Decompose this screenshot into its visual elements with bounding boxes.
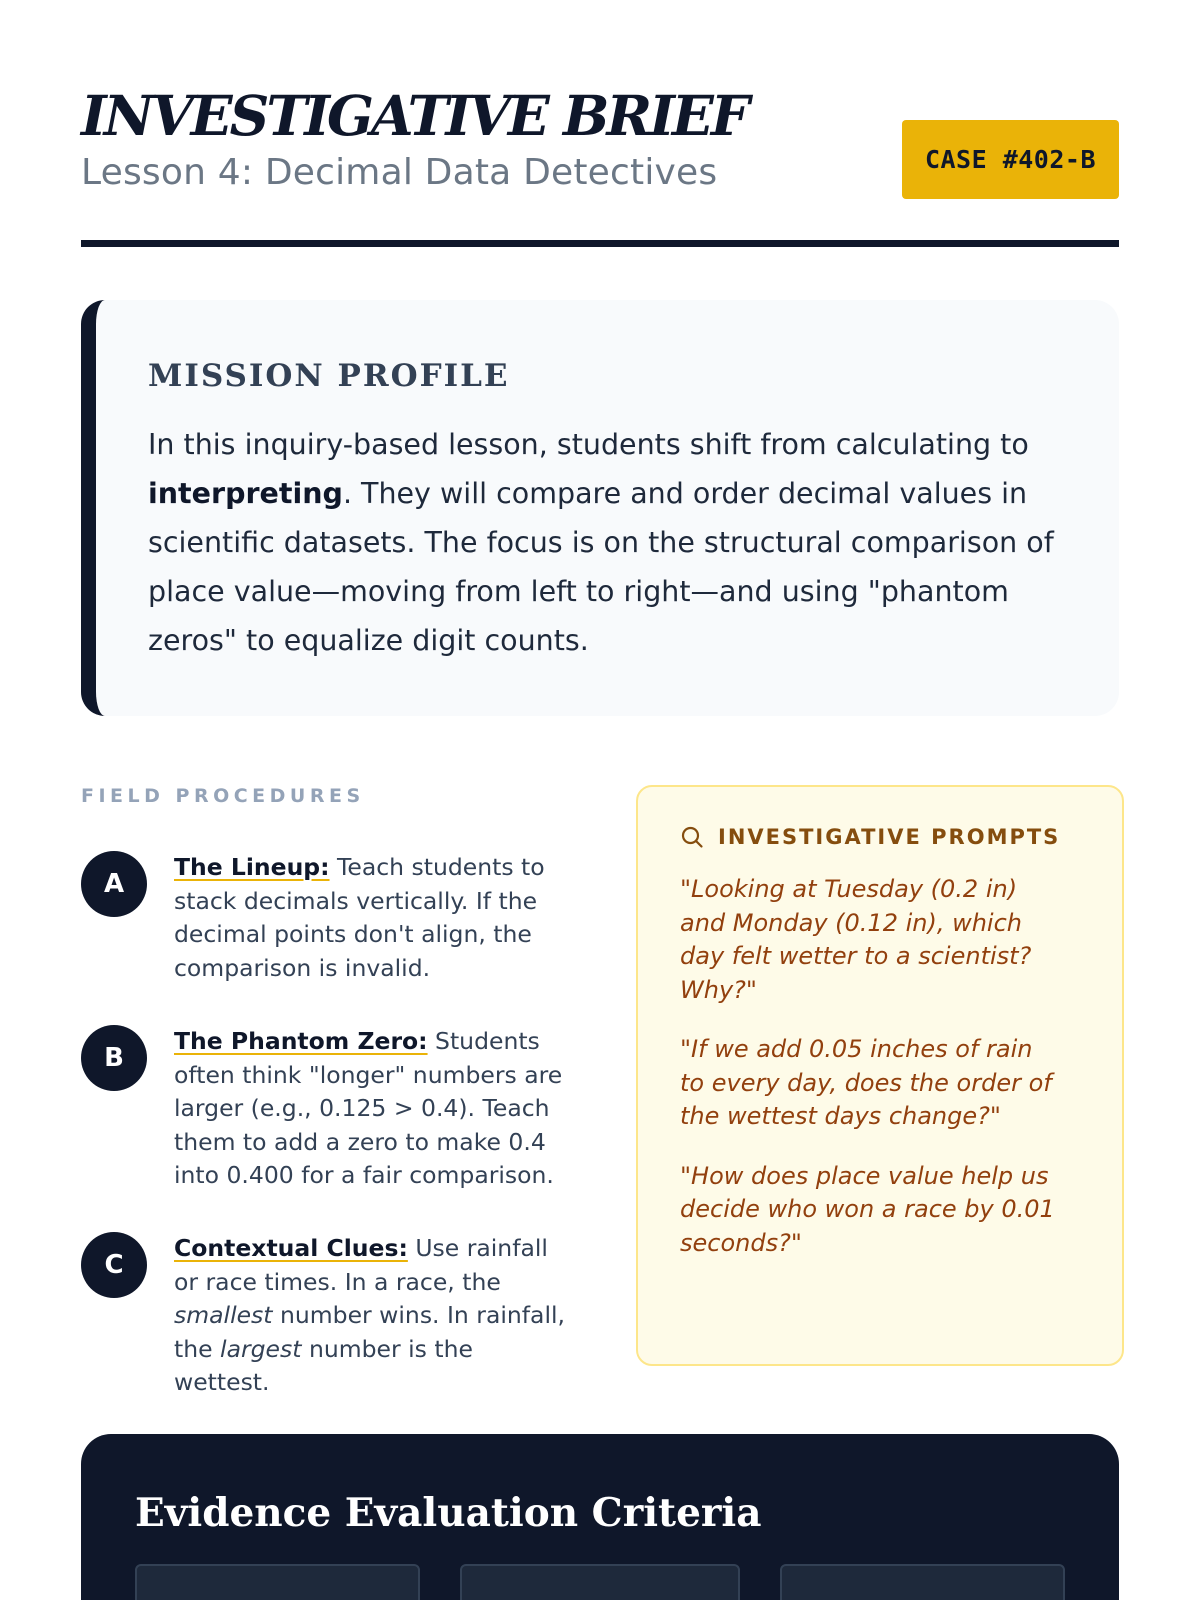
prompt-item: "If we add 0.05 inches of rain to every day, does the order of the wettest days change?" xyxy=(680,1035,1052,1130)
evidence-title: Evidence Evaluation Criteria xyxy=(135,1490,762,1536)
procedure-text xyxy=(174,851,574,985)
prompts-header xyxy=(680,825,1082,849)
mission-body-text: In this inquiry-based lesson, students shift from calculating to xyxy=(148,428,1029,461)
field-procedures xyxy=(81,785,581,1396)
evidence-card xyxy=(460,1564,741,1600)
procedure-description: number wins. In rainfall, the xyxy=(174,1301,565,1363)
procedure-emphasis: largest xyxy=(220,1334,302,1363)
page-title: INVESTIGATIVE BRIEF xyxy=(81,83,747,148)
procedure-text xyxy=(174,1025,574,1193)
evidence-card xyxy=(135,1564,420,1600)
mission-body-emphasis: interpreting xyxy=(148,477,343,510)
field-procedures-label: FIELD PROCEDURES xyxy=(81,785,365,807)
case-badge: CASE #402-B xyxy=(902,120,1119,199)
procedure-badge: C xyxy=(81,1232,147,1298)
procedure-description: Teach students to stack decimals vertically. If the decimal points don't align, the comparison is invalid. xyxy=(174,853,545,982)
evidence-criteria xyxy=(81,1434,1119,1600)
procedure-description: Students often think "longer" numbers are larger (e.g., 0.125 > 0.4). Teach them to add a zero to make 0.4 into 0.400 for a fair comparison. xyxy=(174,1027,563,1189)
procedure-badge: B xyxy=(81,1025,147,1091)
prompt-item: "Looking at Tuesday (0.2 in) and Monday (0.12 in), which day felt wetter to a scientist? Why?" xyxy=(680,875,1032,1004)
mission-body-text: . They will compare and order decimal values in scientific datasets. The focus is on the structural comparison of place value—moving from left to right—and using "phantom zeros" to equalize digit counts. xyxy=(148,477,1054,657)
procedure-emphasis: smallest xyxy=(174,1301,273,1329)
search-icon xyxy=(680,825,704,849)
procedure-description: number is the wettest. xyxy=(174,1334,473,1396)
prompt-item: "How does place value help us decide who won a race by 0.01 seconds?" xyxy=(680,1161,1055,1257)
procedure-term: The Lineup: xyxy=(174,853,330,881)
procedure-term: The Phantom Zero: xyxy=(174,1027,428,1055)
investigative-prompts xyxy=(636,785,1124,1366)
procedure-text xyxy=(174,1232,574,1400)
procedure-description: Use rainfall or race times. In a race, the xyxy=(174,1234,548,1296)
page-header xyxy=(81,80,1119,250)
evidence-cards xyxy=(135,1564,1065,1600)
mission-profile xyxy=(81,300,1119,716)
evidence-card xyxy=(780,1564,1065,1600)
page-subtitle: Lesson 4: Decimal Data Detectives xyxy=(81,152,718,193)
header-divider xyxy=(81,240,1119,247)
mission-body xyxy=(148,420,1059,665)
mission-heading: MISSION PROFILE xyxy=(148,358,510,394)
prompts-title: INVESTIGATIVE PROMPTS xyxy=(718,825,1061,849)
procedure-badge: A xyxy=(81,851,147,917)
procedure-term: Contextual Clues: xyxy=(174,1234,408,1262)
